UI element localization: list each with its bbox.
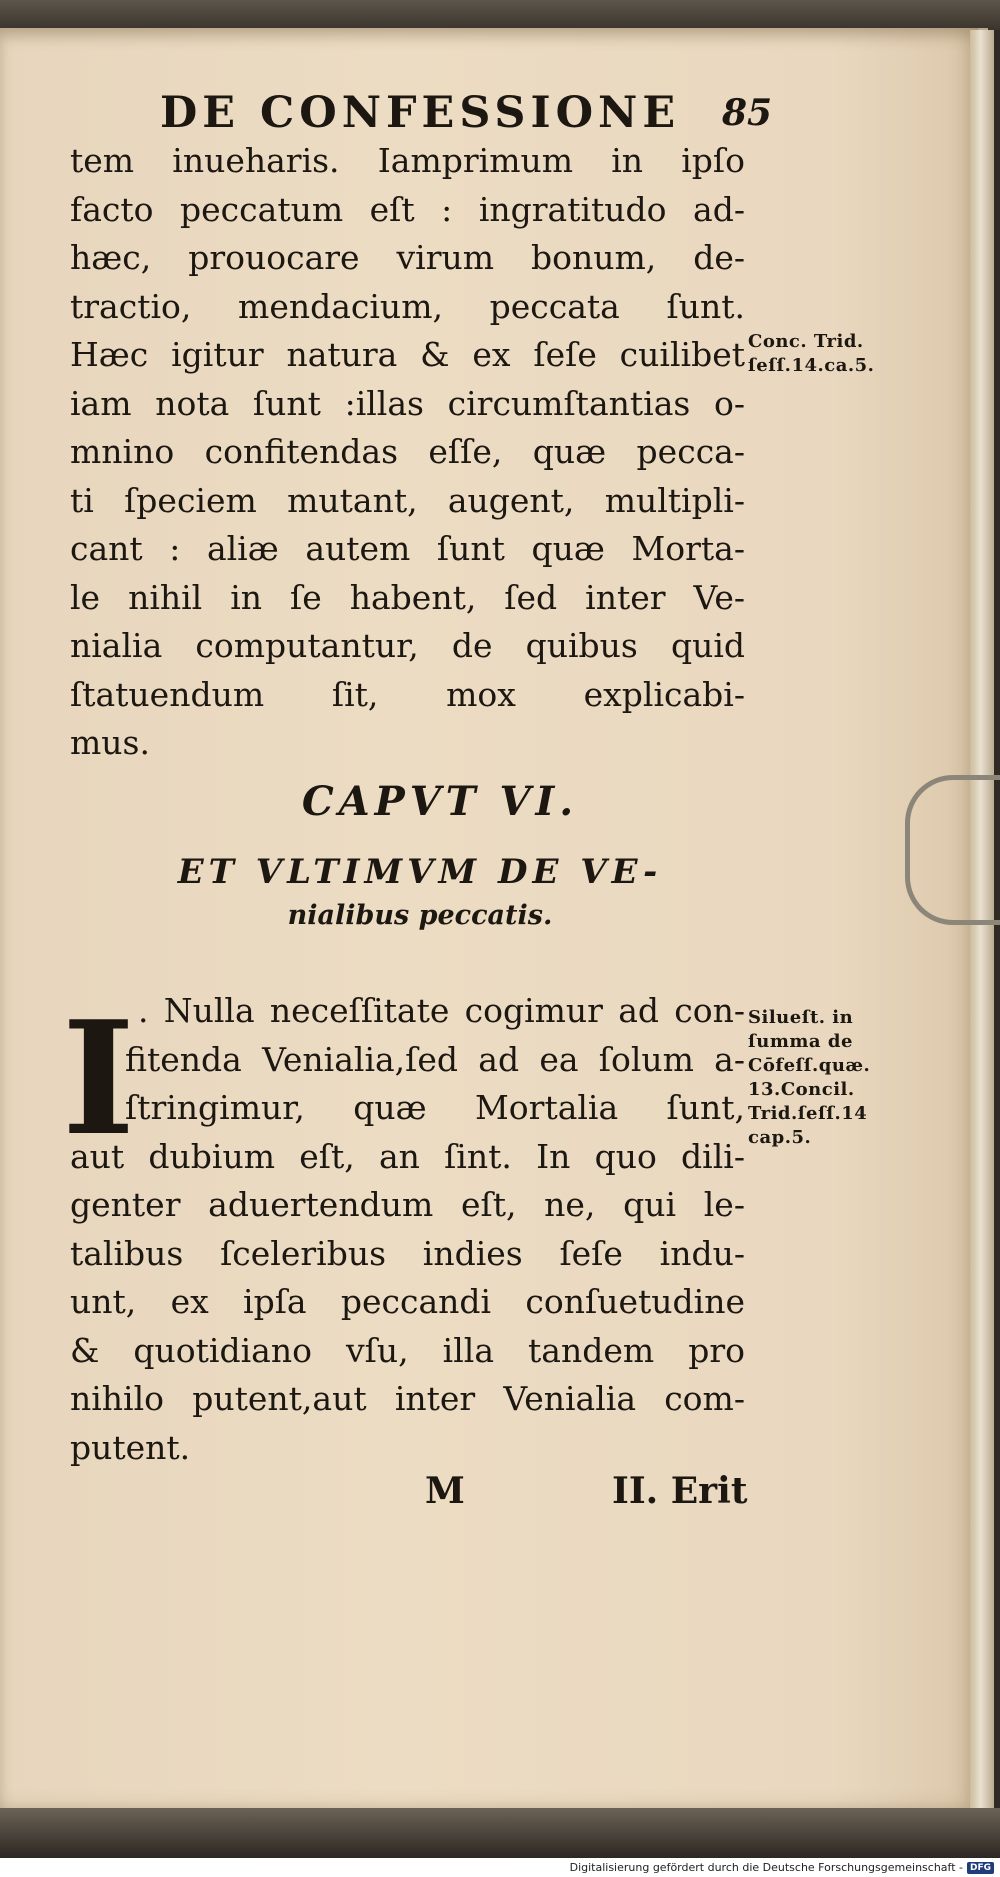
- text-line: mus.: [70, 723, 150, 762]
- catchword: II. Erit: [612, 1470, 748, 1512]
- book-clasp: [905, 775, 1000, 925]
- drop-cap: I: [62, 987, 135, 1170]
- text-line: nihilo putent,aut inter Venialia com-: [70, 1379, 745, 1418]
- text-line: le nihil in ſe habent, ſed inter Ve-: [70, 577, 745, 617]
- margin-note-1: [748, 330, 973, 378]
- dfg-logo: DFG: [967, 1862, 994, 1874]
- margin-note-line: Trid.ſeſſ.14: [748, 1103, 868, 1124]
- chapter-subtitle: [120, 848, 720, 936]
- text-line: tractio, mendacium, peccata ſunt.: [70, 286, 745, 326]
- chapter-title: CAPVT VI.: [301, 778, 579, 825]
- margin-note-line: Conc. Trid.: [748, 331, 864, 352]
- page-number: 85: [722, 92, 773, 134]
- margin-note-line: ſeſſ.14.ca.5.: [748, 355, 875, 376]
- text-line: cant : aliæ autem ſunt quæ Morta-: [70, 529, 745, 568]
- margin-note-line: ſumma de: [748, 1031, 853, 1052]
- margin-note-2: [748, 1006, 973, 1150]
- text-line: iam nota ſunt :illas circumſtantias o-: [70, 383, 745, 423]
- text-line: aut dubium eſt, an ſint. In quo dili-: [70, 1136, 745, 1176]
- paragraph-2: [70, 987, 745, 1472]
- scan-bottom-edge: [0, 1808, 1000, 1858]
- margin-note-line: 13.Concil.: [748, 1079, 855, 1100]
- running-head: DE CONFESSIONE: [160, 88, 681, 138]
- text-line: tem inueharis. Iamprimum in ipſo: [70, 141, 745, 180]
- text-line: nialia computantur, de quibus quid: [70, 626, 745, 665]
- text-line: ti ſpeciem mutant, augent, multipli-: [70, 480, 745, 520]
- text-line: mnino confitendas eſſe, quæ pecca-: [70, 432, 745, 471]
- margin-note-line: Cōfeſſ.quæ.: [748, 1055, 871, 1076]
- text-line: . Nulla neceſſitate cogimur ad con-: [138, 991, 745, 1030]
- margin-note-line: cap.5.: [748, 1127, 812, 1148]
- digitization-credit-bar: [0, 1858, 1000, 1877]
- paragraph-1: [70, 137, 745, 768]
- text-line: Hæc igitur natura & ex ſeſe cuilibet: [70, 335, 745, 374]
- text-line: & quotidiano vſu, illa tandem pro: [70, 1330, 745, 1370]
- chapter-subtitle-line: nialibus peccatis.: [287, 900, 553, 931]
- credit-text: Digitalisierung gefördert durch die Deutsche Forschungsgemeinschaft -: [569, 1861, 963, 1874]
- chapter-subtitle-line: ET VLTIMVM DE VE-: [177, 852, 663, 892]
- scan-top-edge: [0, 0, 1000, 30]
- text-line: hæc, prouocare virum bonum, de-: [70, 238, 745, 277]
- text-line: ſtringimur, quæ Mortalia ſunt,: [125, 1088, 745, 1127]
- text-line: ſtatuendum ſit, mox explicabi-: [70, 674, 745, 714]
- text-line: unt, ex ipſa peccandi conſuetudine: [70, 1282, 745, 1321]
- signature-mark: M: [425, 1470, 465, 1512]
- text-line: facto peccatum eſt : ingratitudo ad-: [70, 189, 745, 229]
- text-line: fitenda Venialia,ſed ad ea ſolum a-: [125, 1039, 745, 1079]
- text-line: putent.: [70, 1427, 191, 1467]
- text-line: talibus ſceleribus indies ſeſe indu-: [70, 1233, 745, 1273]
- text-line: genter aduertendum eſt, ne, qui le-: [70, 1185, 745, 1224]
- margin-note-line: Silueſt. in: [748, 1007, 854, 1028]
